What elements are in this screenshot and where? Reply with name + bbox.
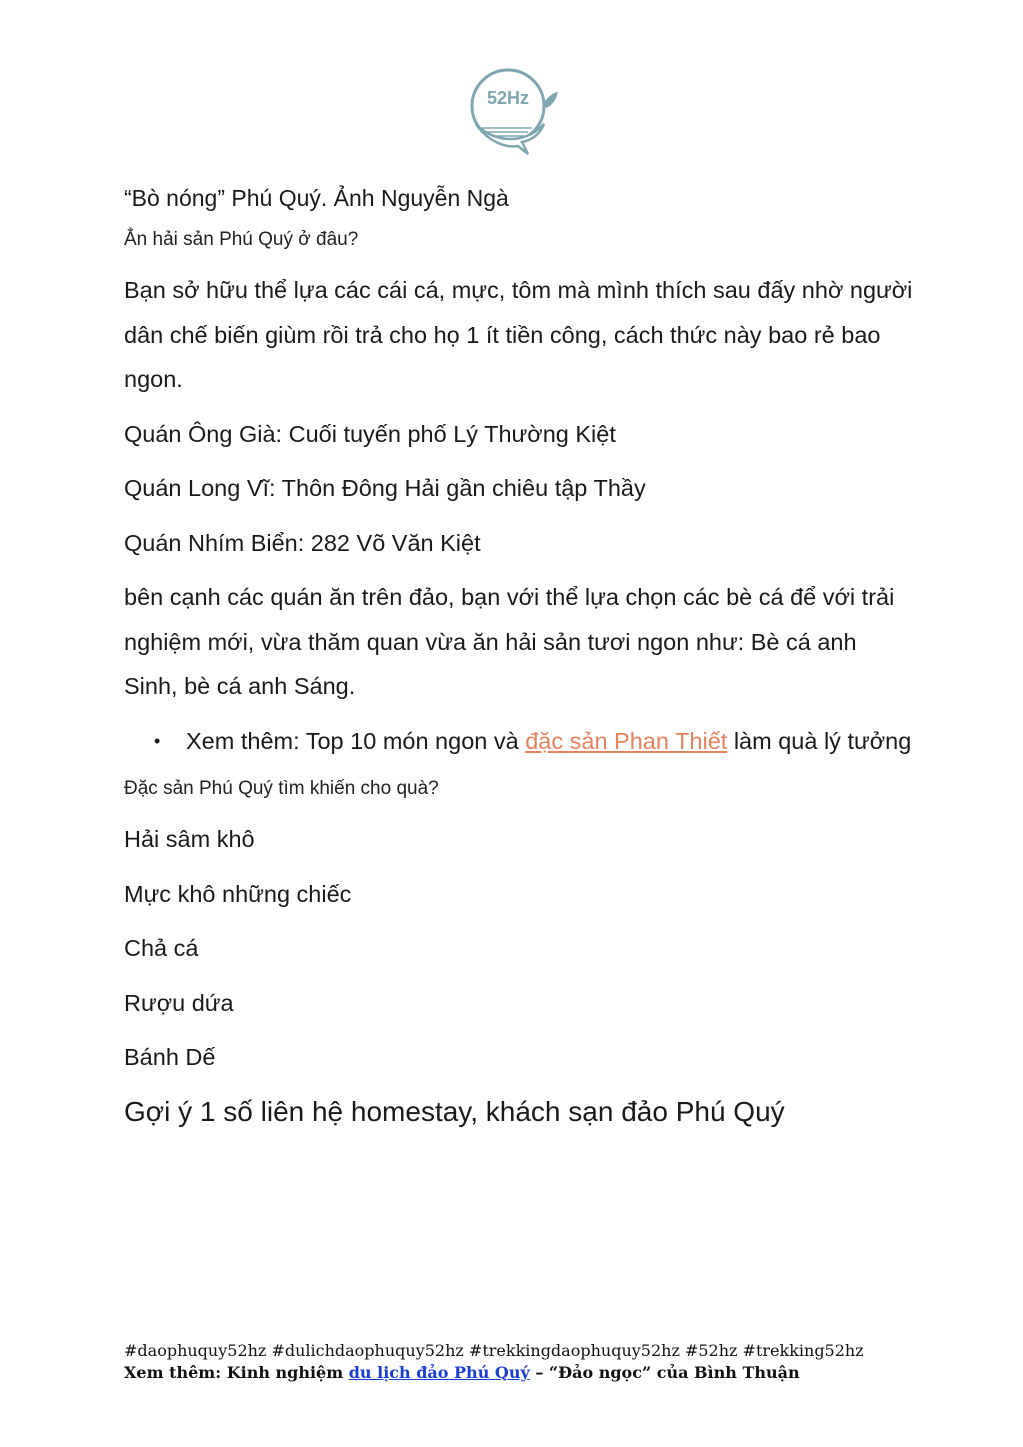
see-more-suffix: làm quà lý tưởng bbox=[727, 727, 912, 754]
main-content bbox=[124, 178, 914, 1134]
bullet-icon: • bbox=[154, 730, 161, 751]
see-more-prefix: Xem thêm: Top 10 món ngon và bbox=[186, 727, 526, 754]
see-more-list bbox=[124, 719, 914, 764]
footer-see-more bbox=[124, 1362, 914, 1384]
specialty-item: Bánh Dế bbox=[124, 1044, 216, 1070]
footer-hashtags: #daophuquy52hz #dulichdaophuquy52hz #trekkingdaophuquy52hz #52hz #trekking52hz bbox=[124, 1341, 864, 1360]
logo-text: 52Hz bbox=[486, 88, 530, 108]
specialty-item: Rượu dứa bbox=[124, 989, 234, 1016]
specialty-item: Mực khô những chiếc bbox=[124, 880, 352, 907]
section-heading-where-to-eat: Ẳn hải sản Phú Quý ở đâu? bbox=[124, 229, 359, 250]
section-heading-specialties: Đặc sản Phú Quý tìm khiến cho quà? bbox=[124, 778, 439, 799]
footer-see-more-prefix: Xem thêm: Kinh nghiệm bbox=[124, 1363, 349, 1382]
restaurant-item: Quán Nhím Biển: 282 Võ Văn Kiệt bbox=[124, 529, 481, 556]
restaurant-item: Quán Long Vĩ: Thôn Đông Hải gần chiêu tập Thầy bbox=[124, 475, 646, 501]
paragraph-intro: Bạn sở hữu thể lựa các cái cá, mực, tôm mà mình thích sau đấy nhờ người dân chế biến giùm rồi trả cho họ 1 ít tiền công, cách thức này bao rẻ bao ngon. bbox=[124, 277, 913, 392]
paragraph-fish-rafts: bên cạnh các quán ăn trên đảo, bạn với thể lựa chọn các bè cá để với trải nghiệm mới, vừa thăm quan vừa ăn hải sản tươi ngon như: Bè cá anh Sinh, bè cá anh Sáng. bbox=[124, 584, 895, 699]
whale-tail-icon bbox=[462, 62, 562, 162]
specialty-item: Hải sâm khô bbox=[124, 826, 255, 852]
footer-see-more-suffix: – “Đảo ngọc” của Bình Thuận bbox=[529, 1363, 800, 1382]
section-heading-homestay: Gợi ý 1 số liên hệ homestay, khách sạn đảo Phú Quý bbox=[124, 1095, 785, 1127]
phan-thiet-specialty-link[interactable]: đặc sản Phan Thiết bbox=[525, 727, 728, 754]
image-caption: “Bò nóng” Phú Quý. Ảnh Nguyễn Ngà bbox=[124, 185, 509, 211]
specialty-item: Chả cá bbox=[124, 935, 199, 961]
brand-logo bbox=[462, 62, 562, 162]
phu-quy-travel-link[interactable]: du lịch đảo Phú Quý bbox=[348, 1363, 530, 1382]
page-footer bbox=[124, 1340, 914, 1384]
list-item bbox=[124, 719, 914, 764]
restaurant-item: Quán Ông Già: Cuối tuyến phố Lý Thường Kiệt bbox=[124, 420, 616, 447]
